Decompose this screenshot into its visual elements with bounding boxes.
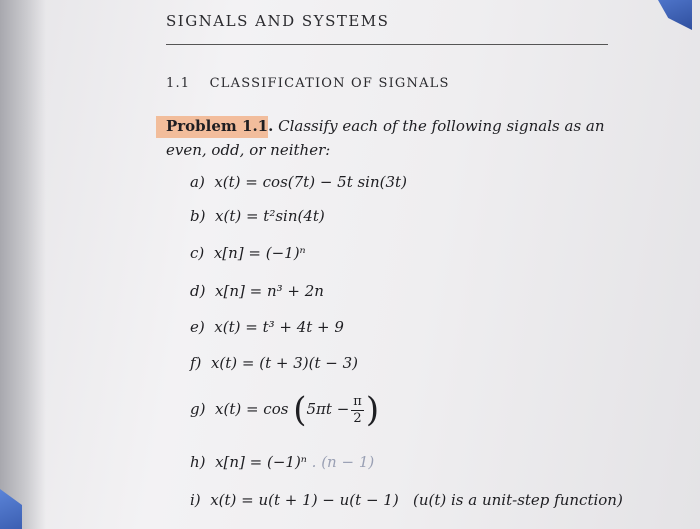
item-expression: x(t) = t³ + 4t + 9 [214, 318, 344, 336]
left-paren: ( [293, 390, 307, 430]
right-paren: ) [365, 390, 380, 430]
item-label: e) [190, 318, 205, 336]
list-item [190, 282, 324, 300]
list-item [190, 390, 379, 430]
item-expression-faded: . (n − 1) [311, 453, 375, 471]
list-item [190, 453, 374, 471]
item-expression: x(t) = t²sin(4t) [215, 207, 325, 225]
list-item [190, 318, 344, 336]
fraction [351, 394, 364, 427]
item-expression-inner: 5πt − [306, 400, 350, 418]
item-expression: x(t) = u(t + 1) − u(t − 1) [210, 491, 399, 509]
item-label: g) [190, 400, 206, 418]
item-expression: x[n] = (−1)ⁿ [215, 453, 307, 471]
header-rule [166, 44, 608, 45]
section-title: CLASSIFICATION OF SIGNALS [209, 76, 450, 91]
problem-statement [166, 114, 636, 162]
item-expression: x[n] = n³ + 2n [215, 282, 324, 300]
list-item [190, 173, 407, 191]
page-binding-shadow [0, 0, 46, 529]
item-expression: x[n] = (−1)ⁿ [213, 244, 306, 262]
item-label: c) [190, 244, 205, 262]
list-item [190, 244, 306, 262]
item-label: i) [190, 491, 201, 509]
item-label: h) [190, 453, 206, 471]
item-label: f) [190, 354, 202, 372]
list-item [190, 491, 623, 509]
item-expression: x(t) = cos(7t) − 5t sin(3t) [214, 173, 407, 191]
page-header: SIGNALS AND SYSTEMS [166, 12, 390, 30]
section-heading [166, 76, 450, 91]
problem-label: Problem 1.1. [166, 117, 274, 135]
item-label: d) [190, 282, 206, 300]
section-number: 1.1 [166, 76, 191, 91]
item-expression-left: x(t) = cos [215, 400, 289, 418]
item-expression: x(t) = (t + 3)(t − 3) [210, 354, 359, 372]
fraction-numerator: π [353, 393, 362, 409]
item-label: b) [190, 207, 206, 225]
list-item [190, 207, 325, 225]
problem-text: Classify each of the following signals as an even, odd, or neither: [166, 117, 605, 159]
item-label: a) [190, 173, 205, 191]
item-note: (u(t) is a unit-step function) [413, 491, 623, 509]
fraction-denominator: 2 [353, 410, 362, 426]
list-item [190, 354, 358, 372]
blue-corner-tab-top-right [658, 0, 692, 30]
